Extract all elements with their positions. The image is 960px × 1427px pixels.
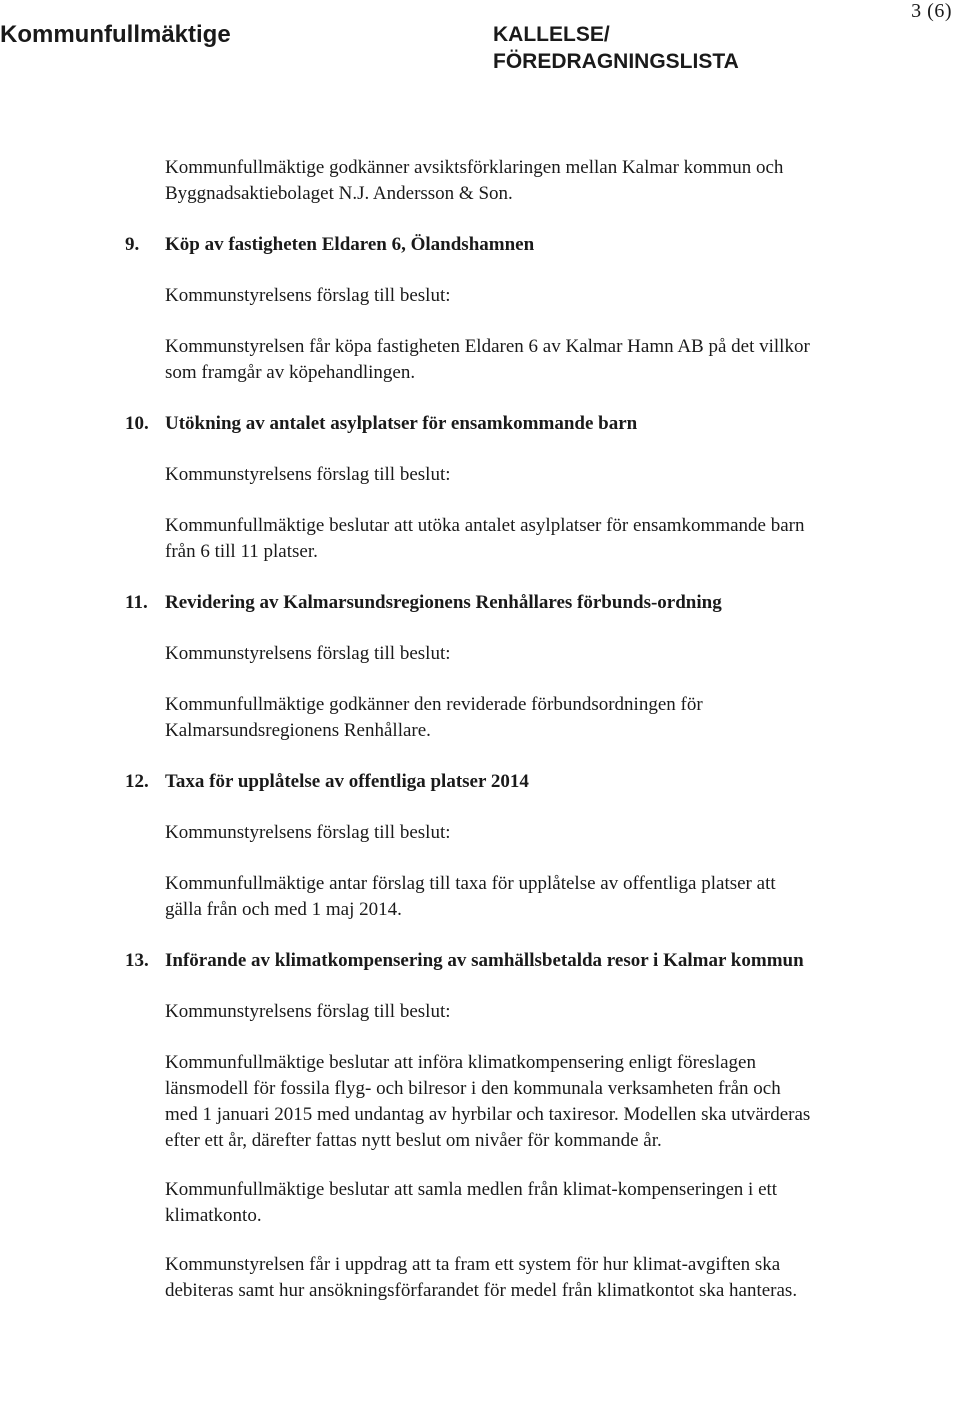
agenda-item-title: Utökning av antalet asylplatser för ensamkommande barn [165, 413, 638, 434]
agenda-item-9 [125, 232, 815, 386]
agenda-item-13 [125, 948, 815, 1304]
document-type-line-2: FÖREDRAGNINGSLISTA [493, 50, 739, 73]
agenda-item-number: 10. [125, 413, 149, 434]
intro-paragraph: Kommunfullmäktige godkänner avsiktsförklaringen mellan Kalmar kommun och Byggnadsaktiebolaget N.J. Andersson & Son. [165, 157, 784, 204]
decision-text: Kommunstyrelsen får i uppdrag att ta fram ett system för hur klimat-avgiften ska debiteras samt hur ansökningsförfarandet för medel från klimatkontot ska hanteras. [165, 1254, 798, 1301]
proposal-label: Kommunstyrelsens förslag till beslut: [165, 822, 451, 843]
agenda-item-number: 12. [125, 771, 149, 792]
agenda-item-title: Revidering av Kalmarsundsregionens Renhållares förbunds-ordning [165, 592, 722, 613]
document-type-line-1: KALLELSE/ [493, 23, 610, 46]
decision-text: Kommunfullmäktige beslutar att samla medlen från klimat-kompenseringen i ett klimatkonto. [165, 1179, 778, 1226]
agenda-content [125, 155, 815, 1304]
agenda-item-heading [125, 769, 815, 795]
agenda-item-heading [125, 948, 815, 974]
agenda-item-12 [125, 769, 815, 923]
agenda-item-11 [125, 590, 815, 744]
proposal-label: Kommunstyrelsens förslag till beslut: [165, 1001, 451, 1022]
agenda-item-heading [125, 590, 815, 616]
agenda-item-heading [125, 232, 815, 258]
agenda-item-title: Taxa för upplåtelse av offentliga platser 2014 [165, 771, 529, 792]
page-title: Kommunfullmäktige [0, 21, 231, 48]
agenda-item-10 [125, 411, 815, 565]
decision-text: Kommunstyrelsen får köpa fastigheten Eldaren 6 av Kalmar Hamn AB på det villkor som framgår av köpehandlingen. [165, 336, 810, 383]
agenda-item-title: Införande av klimatkompensering av samhällsbetalda resor i Kalmar kommun [165, 950, 804, 971]
agenda-item-number: 13. [125, 950, 149, 971]
agenda-item-number: 11. [125, 592, 148, 613]
agenda-item-number: 9. [125, 234, 140, 255]
decision-text: Kommunfullmäktige beslutar att införa klimatkompensering enligt föreslagen länsmodell för fossila flyg- och bilresor i den kommunala verksamheten från och med 1 januari 2015 med undantag av hyrbilar och taxiresor. Modellen ska utvärderas efter ett år, därefter fattas nytt beslut om nivåer för kommande år. [165, 1052, 811, 1151]
decision-text: Kommunfullmäktige antar förslag till taxa för upplåtelse av offentliga platser att gälla från och med 1 maj 2014. [165, 873, 776, 920]
decision-text: Kommunfullmäktige beslutar att utöka antalet asylplatser för ensamkommande barn från 6 till 11 platser. [165, 515, 805, 562]
proposal-label: Kommunstyrelsens förslag till beslut: [165, 643, 451, 664]
decision-text: Kommunfullmäktige godkänner den reviderade förbundsordningen för Kalmarsundsregionens Renhållare. [165, 694, 703, 741]
page-number: 3 (6) [911, 0, 952, 22]
agenda-item-title: Köp av fastigheten Eldaren 6, Ölandshamnen [165, 234, 535, 255]
document-type-heading [493, 21, 739, 75]
proposal-label: Kommunstyrelsens förslag till beslut: [165, 285, 451, 306]
agenda-item-heading [125, 411, 815, 437]
proposal-label: Kommunstyrelsens förslag till beslut: [165, 464, 451, 485]
